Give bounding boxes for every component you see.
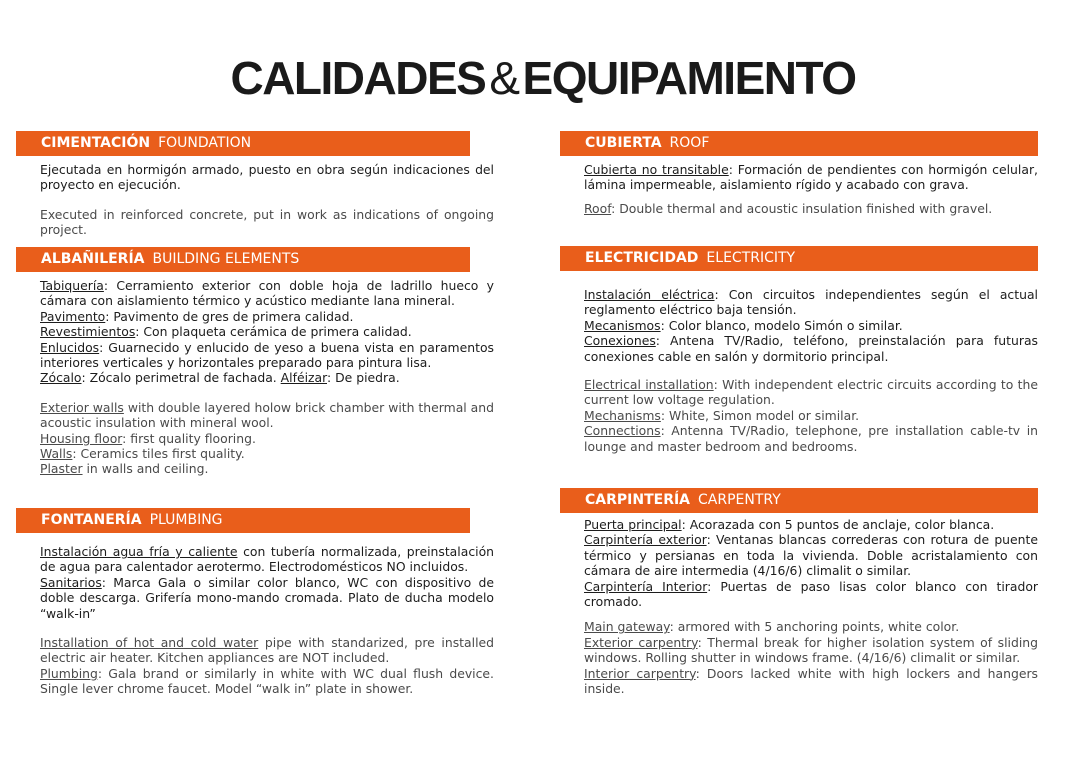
roof-header	[560, 131, 1038, 156]
carpentry-item-en: Main gateway: armored with 5 anchoring points, white color.	[584, 619, 960, 635]
building-item-en: Walls: Ceramics tiles first quality.	[40, 446, 245, 462]
electricity-header	[560, 246, 1038, 271]
electricity-item-en: Mechanisms: White, Simon model or similar.	[584, 407, 860, 423]
carpentry-item-en: Exterior carpentry: Thermal break for higher isolation system of sliding windows. Rolling shutter in windows frame. (4/16/6) climalit or similar.	[584, 634, 1038, 666]
carpentry-item-es: Carpintería exterior: Ventanas blancas correderas con rotura de puente térmico y persianas en toda la vivienda. Doble acristalamiento con cámara de aire intermedia (4/16/6) climalit o similar.	[584, 532, 1038, 579]
electricity-item-es: Conexiones: Antena TV/Radio, teléfono, preinstalación para futuras conexiones cable en salón y dormitorio principal.	[584, 333, 1038, 364]
building-item-en: Plaster in walls and ceiling.	[40, 461, 209, 477]
section-roof	[0, 131, 1086, 216]
page-title	[0, 50, 1086, 106]
carpentry-item-es: Carpintería Interior: Puertas de paso lisas color blanco con tirador cromado.	[584, 578, 1038, 610]
plumbing-item-es: Sanitarios: Marca Gala o similar color blanco, WC con dispositivo de doble descarga. Grifería mono-mando cromada. Plato de ducha modelo “walk-in”	[40, 574, 494, 621]
roof-title-es: CUBIERTA	[585, 135, 662, 151]
carpentry-item-es: Puerta principal: Acorazada con 5 puntos de anclaje, color blanca.	[584, 517, 995, 532]
roof-title-en: ROOF	[669, 135, 710, 151]
electricity-title-es: ELECTRICIDAD	[585, 250, 699, 266]
building-item-es: Revestimientos: Con plaqueta cerámica de primera calidad.	[40, 324, 412, 340]
plumbing-item-en: Installation of hot and cold water pipe with standarized, pre installed electric air heater. Kitchen appliances are NOT included.	[40, 635, 494, 666]
building-item-es: Pavimento: Pavimento de gres de primera calidad.	[40, 308, 354, 324]
building-title-en: BUILDING ELEMENTS	[152, 251, 300, 267]
foundation-text-en: Executed in reinforced concrete, put in work as indications of ongoing project.	[40, 206, 494, 238]
roof-item-en: Roof: Double thermal and acoustic insulation finished with gravel.	[584, 200, 993, 216]
building-item-es: Tabiquería: Cerramiento exterior con doble hoja de ladrillo hueco y cámara con aislamiento térmico y acústico mediante lana mineral.	[40, 278, 494, 309]
title-ampersand: &	[489, 52, 519, 104]
foundation-title-en: FOUNDATION	[158, 135, 252, 151]
building-title-es: ALBAÑILERÍA	[41, 251, 145, 267]
carpentry-header	[560, 488, 1038, 513]
roof-item-es: Cubierta no transitable: Formación de pendientes con hormigón celular, lámina impermeable, aislamiento rígido y acabado con grava.	[584, 162, 1038, 193]
building-item-es: Enlucidos: Guarnecido y enlucido de yeso a buena vista en paramentos interiores verticales y horizontales preparado para pintura lisa.	[40, 339, 494, 371]
building-item-en: Housing floor: first quality flooring.	[40, 430, 256, 446]
building-item-en: Exterior walls with double layered holow brick chamber with thermal and acoustic insulation with mineral wool.	[40, 399, 494, 431]
section-carpentry	[0, 488, 1086, 696]
title-left: CALIDADES	[230, 52, 486, 104]
plumbing-item-en: Plumbing: Gala brand or similarly in white with WC dual flush device. Single lever chrome faucet. Model “walk in” plate in shower.	[40, 665, 494, 697]
section-electricity	[0, 246, 1086, 454]
electricity-item-en: Electrical installation: With independent electric circuits according to the current low voltage regulation.	[584, 377, 1038, 408]
electricity-item-es: Instalación eléctrica: Con circuitos independientes según el actual reglamento eléctrico baja tensión.	[584, 287, 1038, 318]
title-right: EQUIPAMIENTO	[522, 52, 856, 104]
carpentry-title-es: CARPINTERÍA	[585, 492, 691, 508]
plumbing-title-en: PLUMBING	[149, 512, 223, 528]
electricity-title-en: ELECTRICITY	[706, 250, 796, 266]
foundation-title-es: CIMENTACIÓN	[41, 135, 151, 151]
building-item-zocalo: Zócalo: Zócalo perimetral de fachada. Alféizar: De piedra.	[40, 370, 400, 386]
plumbing-title-es: FONTANERÍA	[41, 512, 142, 528]
carpentry-item-en: Interior carpentry: Doors lacked white with high lockers and hangers inside.	[584, 665, 1038, 697]
plumbing-item-es: Instalación agua fría y caliente con tubería normalizada, preinstalación de agua para calentador aerotermo. Electrodomésticos NO incluidos.	[40, 544, 495, 575]
foundation-text-es: Ejecutada en hormigón armado, puesto en obra según indicaciones del proyecto en ejecución.	[40, 162, 494, 193]
electricity-item-en: Connections: Antenna TV/Radio, telephone, pre installation cable-tv in lounge and master bedroom and bedrooms.	[584, 423, 1038, 454]
electricity-item-es: Mecanismos: Color blanco, modelo Simón o similar.	[584, 317, 903, 333]
carpentry-title-en: CARPENTRY	[698, 492, 781, 508]
